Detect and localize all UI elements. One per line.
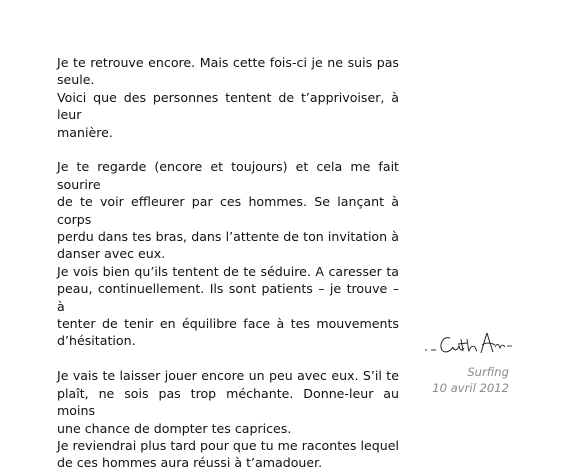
poem-line: perdu dans tes bras, dans l’attente de ton invitation à bbox=[57, 229, 399, 245]
poem-paragraph bbox=[57, 54, 399, 141]
poem-paragraph bbox=[57, 367, 399, 471]
poem-line: seule. bbox=[57, 72, 95, 88]
poem-line: peau, continuellement. Ils sont patients – je trouve – à bbox=[57, 281, 399, 314]
handwritten-signature bbox=[423, 329, 515, 359]
poem-line: de te voir effleurer par ces hommes. Se lançant à corps bbox=[57, 194, 399, 227]
poem-line: Je te regarde (encore et toujours) et cela me fait sourire bbox=[57, 159, 399, 192]
poem-line: Je vais te laisser jouer encore un peu avec eux. S’il te bbox=[57, 368, 399, 384]
poem-line: Je vois bien qu’ils tentent de te séduire. A caresser ta bbox=[57, 263, 399, 279]
poem-text bbox=[57, 54, 399, 472]
caption bbox=[432, 365, 509, 396]
poem-line: tenter de tenir en équilibre face à tes mouvements bbox=[57, 316, 399, 332]
caption-title: Surfing bbox=[467, 365, 509, 379]
caption-date: 10 avril 2012 bbox=[432, 380, 509, 395]
poem-line: d’hésitation. bbox=[57, 333, 136, 349]
poem-line: plaît, ne sois pas trop méchante. Donne-leur au moins bbox=[57, 385, 399, 419]
poem-line: danser avec eux. bbox=[57, 246, 166, 262]
poem-line: Je reviendrai plus tard pour que tu me racontes lequel bbox=[57, 437, 399, 453]
poem-line: une chance de dompter tes caprices. bbox=[57, 420, 292, 436]
poem-paragraph bbox=[57, 158, 399, 349]
poem-line: manière. bbox=[57, 124, 113, 140]
poem-line: Je te retrouve encore. Mais cette fois-ci je ne suis pas bbox=[57, 55, 399, 70]
poem-line: de ces hommes aura réussi à t’amadouer. bbox=[57, 455, 323, 471]
poem-line: Voici que des personnes tentent de t’apprivoiser, à leur bbox=[57, 89, 399, 123]
